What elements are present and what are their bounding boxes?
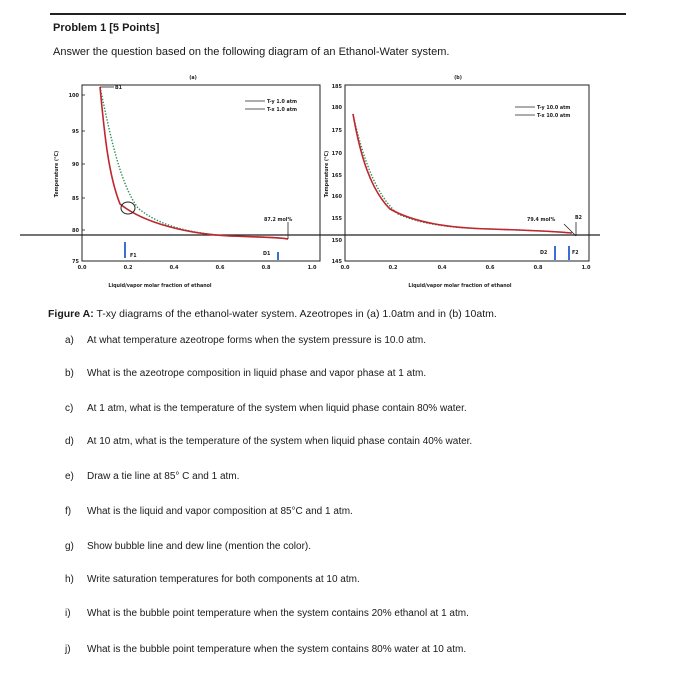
question-key: j) [65, 644, 71, 655]
ytick-label: 165 [331, 173, 342, 179]
caption-text: T-xy diagrams of the ethanol-water system. Azeotropes in (a) 1.0atm and in (b) 10atm. [96, 308, 497, 320]
panel-b-id: (b) [454, 76, 462, 81]
panel-b-xticks [341, 265, 591, 271]
xtick-label: 0.8 [261, 265, 271, 271]
point-label: F2 [572, 251, 579, 256]
question-text: At 1 atm, what is the temperature of the system when liquid phase contain 80% water. [87, 403, 467, 414]
point-label: D2 [540, 251, 548, 256]
question-key: a) [65, 335, 74, 346]
ytick-label: 155 [331, 216, 342, 222]
ytick-label: 75 [72, 259, 79, 265]
problem-title: Problem 1 [5 Points] [53, 22, 160, 34]
azeotrope-label-a: 87.2 mol% [264, 218, 293, 223]
panel-b-yticks [332, 84, 343, 265]
circle-marker-a [121, 202, 135, 214]
ytick-label: 150 [331, 238, 342, 244]
ytick-label: 85 [72, 196, 79, 202]
figure-caption [48, 308, 497, 320]
xtick-label: 0.2 [123, 265, 133, 271]
question-text: At 10 atm, what is the temperature of the system when liquid phase contain 40% water. [87, 436, 473, 447]
ytick-label: 185 [331, 84, 342, 90]
panel-a-ylabel: Temperature (°C) [55, 150, 60, 198]
question-text: What is the azeotrope composition in liquid phase and vapor phase at 1 atm. [87, 368, 427, 379]
dew-line-a [100, 87, 288, 239]
question-f [65, 506, 353, 517]
question-c [65, 403, 467, 414]
question-text: What is the liquid and vapor composition at 85°C and 1 atm. [87, 506, 353, 517]
question-text: What is the bubble point temperature when the system contains 80% water at 10 atm. [87, 644, 467, 655]
figure-a [20, 74, 600, 304]
legend-item: T-y 1.0 atm [267, 100, 298, 105]
question-key: b) [65, 368, 74, 379]
instruction-text: Answer the question based on the following diagram of an Ethanol-Water system. [53, 46, 450, 58]
question-text: Write saturation temperatures for both components at 10 atm. [87, 574, 360, 585]
point-label: B2 [575, 216, 582, 221]
ytick-label: 160 [331, 194, 342, 200]
ytick-label: 175 [331, 128, 342, 134]
question-key: d) [65, 436, 74, 447]
dew-line-b [353, 114, 572, 233]
legend-item: T-x 10.0 atm [537, 114, 571, 119]
caption-label: Figure A: [48, 308, 94, 320]
question-key: f) [65, 506, 72, 517]
ytick-label: 95 [72, 129, 79, 135]
panel-b [320, 75, 600, 289]
ytick-label: 180 [331, 105, 342, 111]
question-text: Show bubble line and dew line (mention the color). [87, 541, 312, 552]
xtick-label: 0.2 [388, 265, 398, 271]
bubble-line-a [100, 87, 288, 239]
ytick-label: 170 [331, 151, 342, 157]
question-key: h) [65, 574, 74, 585]
xtick-label: 0.4 [169, 265, 179, 271]
question-text: Draw a tie line at 85° C and 1 atm. [87, 471, 240, 482]
xtick-label: 0.4 [437, 265, 447, 271]
legend-item: T-y 10.0 atm [537, 106, 571, 111]
legend-item: T-x 1.0 atm [267, 108, 298, 113]
question-key: g) [65, 541, 74, 552]
panel-a-id: (a) [189, 76, 197, 81]
question-text: At what temperature azeotrope forms when the system pressure is 10.0 atm. [87, 335, 427, 346]
point-label: D1 [263, 252, 271, 257]
question-b [65, 368, 426, 379]
xtick-label: 1.0 [307, 265, 317, 271]
question-i [65, 608, 469, 619]
azeotrope-label-b: 79.4 mol% [527, 218, 556, 223]
panel-a [20, 75, 320, 289]
question-key: i) [65, 608, 71, 619]
question-key: e) [65, 471, 74, 482]
panel-a-xticks [78, 265, 317, 271]
ytick-label: 100 [68, 93, 79, 99]
question-key: c) [65, 403, 74, 414]
xtick-label: 0.6 [485, 265, 495, 271]
panel-b-legend [515, 105, 570, 119]
bubble-line-b [353, 114, 572, 233]
question-g [65, 541, 311, 552]
xtick-label: 0.0 [340, 265, 350, 271]
xtick-label: 0.8 [533, 265, 543, 271]
ytick-label: 80 [72, 228, 79, 234]
panel-b-xlabel: Liquid/vapor molar fraction of ethanol [408, 284, 512, 289]
question-text: What is the bubble point temperature when the system contains 20% ethanol at 1 atm. [87, 608, 469, 619]
question-e [65, 471, 239, 482]
xtick-label: 0.6 [215, 265, 225, 271]
panel-a-legend [245, 99, 297, 113]
panel-a-xlabel: Liquid/vapor molar fraction of ethanol [108, 284, 212, 289]
ytick-label: 90 [72, 162, 79, 168]
question-h [65, 574, 360, 585]
txy-diagram [20, 74, 600, 304]
point-label: B1 [115, 86, 122, 91]
xtick-label: 0.0 [77, 265, 87, 271]
point-label: F1 [130, 254, 137, 259]
top-rule [50, 13, 626, 15]
question-d [65, 436, 472, 447]
panel-a-yticks [69, 93, 85, 265]
panel-b-ylabel: Temperature (°C) [325, 150, 330, 198]
xtick-label: 1.0 [581, 265, 591, 271]
question-a [65, 335, 426, 346]
question-j [65, 644, 466, 655]
ytick-label: 145 [331, 259, 342, 265]
